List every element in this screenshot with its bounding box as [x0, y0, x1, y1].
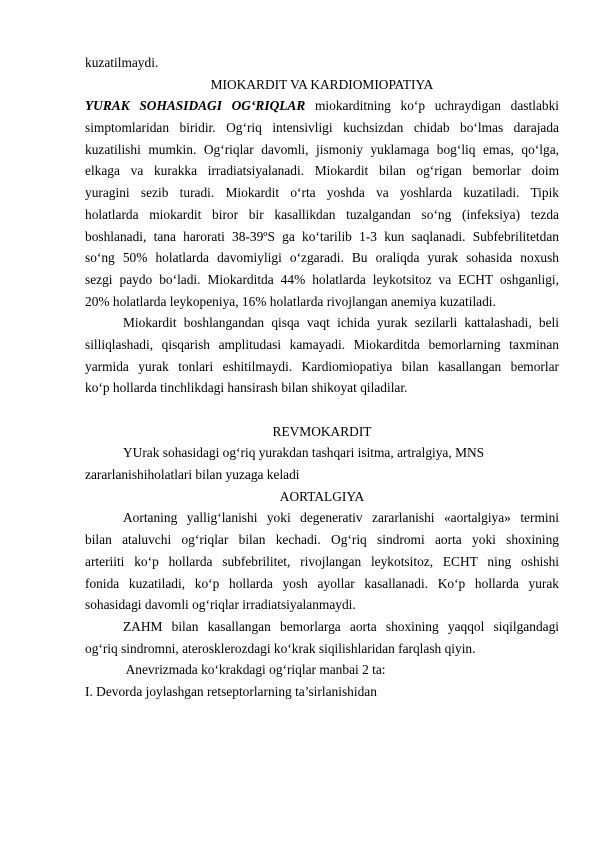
- text-line: elkaga va kurakka irradiatsiyalanadi. Miokardit bilan og‘rigan bemorlar doim: [85, 163, 559, 179]
- text-line: og‘riq sindromni, aterosklerozdagi ko‘krak siqilishlaridan farqlash qiyin.: [85, 640, 476, 656]
- section-heading-miokardit: MIOKARDIT VA KARDIOMIOPATIYA: [210, 76, 434, 92]
- text-line: silliqlashadi, qisqarish amplitudasi kamayadi. Miokarditda bemorlarning taxminan: [85, 336, 559, 352]
- text-line: Anevrizmada ko‘krakdagi og‘riqlar manbai 2 ta:: [123, 662, 386, 678]
- section-heading-aortalgiya: AORTALGIYA: [279, 488, 365, 504]
- text-line: ZAHM bilan kasallangan bemorlarga aorta shoxining yaqqol siqilgandagi: [123, 618, 559, 634]
- text-line: kuzatilishi mumkin. Og‘riqlar davomli, jismoniy yuklamaga bog‘liq emas, qo‘lga,: [85, 141, 559, 157]
- text-line: fonida kuzatiladi, ko‘p hollarda yosh ayollar kasallanadi. Ko‘p hollarda yurak: [85, 575, 559, 591]
- emphasis-lead: YURAK SOHASIDAGI OG‘RIQLAR: [85, 98, 306, 114]
- text-line: Miokardit boshlangandan qisqa vaqt ichida yurak sezilarli kattalashadi, beli: [123, 315, 559, 331]
- text-line: YUrak sohasidagi og‘riq yurakdan tashqari isitma, artralgiya, MNS: [123, 445, 485, 461]
- text-line: arteriiti ko‘p hollarda subfebrilitet, rivojlangan leykotsitoz, ECHT ning oshishi: [85, 553, 559, 569]
- text-line: yuragini sezib turadi. Miokardit o‘rta yoshda va yoshlarda kuzatiladi. Tipik: [85, 185, 559, 201]
- text-line: zararlanishiholatlari bilan yuzaga keladi: [85, 467, 300, 483]
- text-line: I. Devorda joylashgan retseptorlarning ta’sirlanishidan: [85, 683, 377, 699]
- text-line: so‘ng 50% holatlarda davomiyligi o‘zgaradi. Bu oraliqda yurak sohasida noxush: [85, 250, 559, 266]
- blank-line: [85, 399, 559, 421]
- text-fragment: miokarditning ko‘p uchraydigan dastlabki: [305, 98, 559, 114]
- text-line: sohasidagi davomli og‘riqlar irradiatsiyalanmaydi.: [85, 597, 356, 613]
- text-line: holatlarda miokardit biror bir kasallikdan tuzalgandan so‘ng (infeksiya) tezda: [85, 206, 559, 222]
- document-page: [85, 52, 559, 703]
- section-heading-revmokardit: REVMOKARDIT: [272, 423, 372, 439]
- text-line: [85, 95, 559, 117]
- text-line: bilan ataluvchi og‘riqlar bilan kechadi. Og‘riq sindromi aorta yoki shoxining: [85, 532, 559, 548]
- text-line: Aortaning yallig‘lanishi yoki degenerativ zararlanishi «aortalgiya» termini: [123, 510, 559, 526]
- text-line: yarmida yurak tonlari eshitilmaydi. Kardiomiopatiya bilan kasallangan bemorlar: [85, 358, 559, 374]
- text-line: sezgi paydo bo‘ladi. Miokarditda 44% holatlarda leykotsitoz va ECHT oshganligi,: [85, 271, 559, 287]
- text-line: boshlanadi, tana harorati 38-39ºS ga ko‘tarilib 1-3 kun saqlanadi. Subfebrilitetdan: [85, 228, 559, 244]
- text-line: ko‘p hollarda tinchlikdagi hansirash bilan shikoyat qiladilar.: [85, 380, 408, 396]
- text-line: 20% holatlarda leykopeniya, 16% holatlarda rivojlangan anemiya kuzatiladi.: [85, 293, 496, 309]
- text-line: simptomlaridan biridir. Og‘riq intensivligi kuchsizdan chidab bo‘lmas darajada: [85, 120, 559, 136]
- text-line: kuzatilmaydi.: [85, 55, 159, 70]
